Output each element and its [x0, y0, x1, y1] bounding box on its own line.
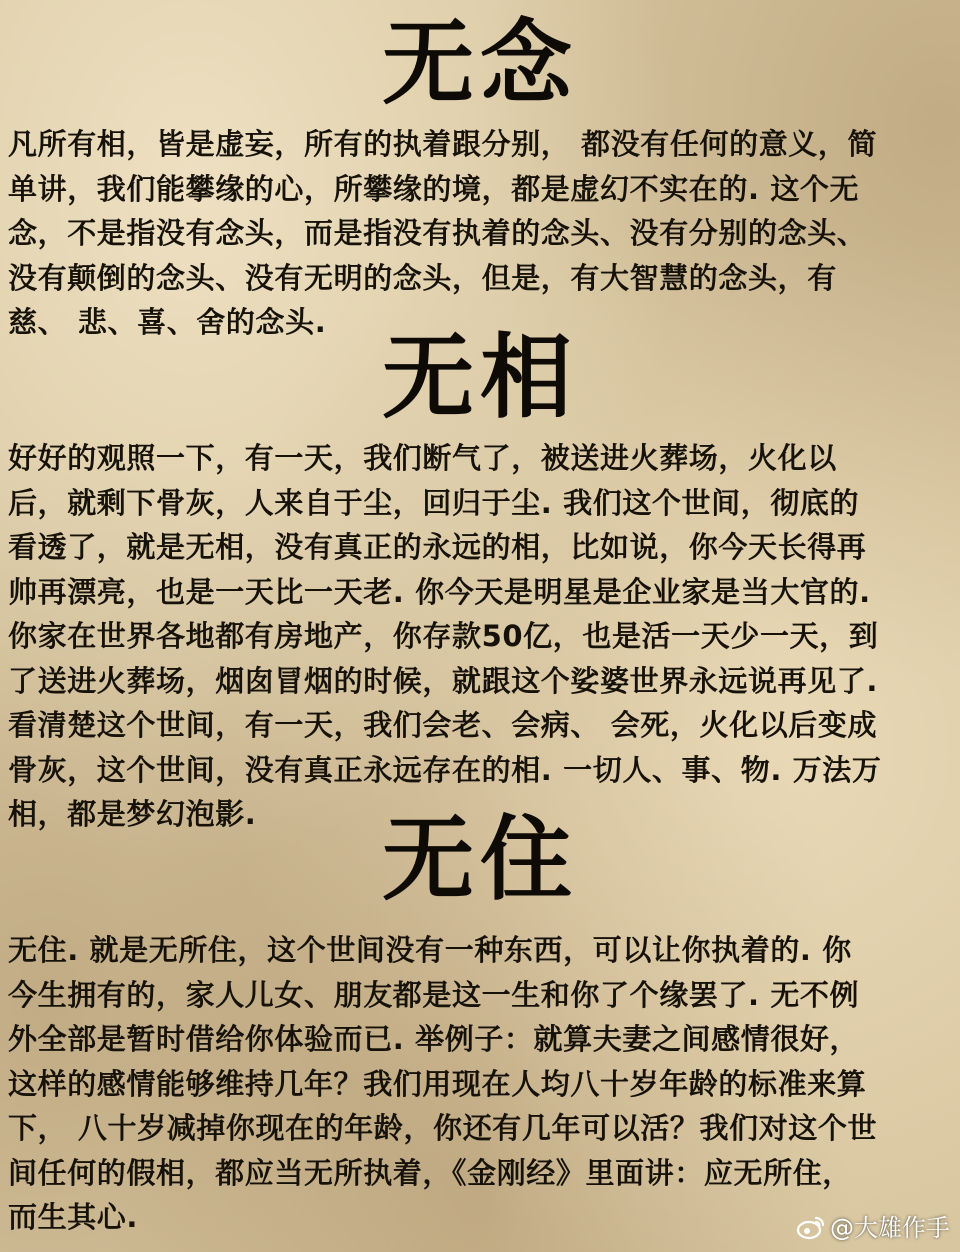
text-line: 骨灰，这个世间，没有真正永远存在的相. 一切人、事、物. 万法万	[8, 752, 882, 787]
text-line: 你家在世界各地都有房地产，你存款50亿，也是活一天少一天，到	[8, 619, 879, 653]
section-body-wuzhu	[8, 928, 956, 1240]
text-line: 看透了，就是无相，没有真正的永远的相，比如说，你今天长得再	[8, 530, 867, 564]
text-line: 无住. 就是无所住，这个世间没有一种东西，可以让你执着的. 你	[8, 933, 852, 967]
text-line: 下， 八十岁减掉你现在的年龄，你还有几年可以活？我们对这个世	[8, 1111, 878, 1145]
text-line: 看清楚这个世间，有一天，我们会老、会病、 会死，火化以后变成	[8, 708, 878, 742]
text-line: 帅再漂亮，也是一天比一天老. 你今天是明星是企业家是当大官的.	[8, 574, 871, 609]
text-line: 今生拥有的，家人儿女、朋友都是这一生和你了个缘罢了. 无不例	[8, 977, 860, 1012]
text-line: 外全部是暂时借给你体验而已. 举例子：就算夫妻之间感情很好，	[8, 1022, 860, 1056]
section-title-wuxiang: 无相	[381, 324, 578, 431]
text-line: 而生其心.	[8, 1200, 139, 1234]
watermark-text: @大雄作手	[830, 1214, 950, 1242]
text-line: 相，都是梦幻泡影.	[8, 797, 257, 831]
weibo-icon	[796, 1215, 826, 1241]
text-line: 慈、 悲、喜、舍的念头.	[8, 305, 327, 339]
watermark	[796, 1214, 950, 1242]
section-body-wuxiang	[8, 436, 956, 837]
text-line: 好好的观照一下，有一天，我们断气了，被送进火葬场，火化以	[8, 441, 837, 475]
text-line: 念，不是指没有念头，而是指没有执着的念头、没有分别的念头、	[8, 216, 867, 250]
section-body-wunian	[8, 122, 956, 345]
text-line: 间任何的假相，都应当无所执着，《金刚经》里面讲：应无所住，	[8, 1155, 852, 1190]
text-line: 后，就剩下骨灰，人来自于尘，回归于尘. 我们这个世间，彻底的	[8, 485, 860, 520]
text-line: 没有颠倒的念头、没有无明的念头，但是，有大智慧的念头，有	[8, 260, 837, 295]
section-title-wunian: 无念	[381, 10, 578, 117]
text-line: 了送进火葬场，烟囱冒烟的时候，就跟这个娑婆世界永远说再见了.	[8, 663, 879, 698]
text-line: 凡所有相，皆是虚妄，所有的执着跟分别， 都没有任何的意义，简	[8, 127, 878, 161]
section-title-wuzhu: 无住	[381, 806, 578, 913]
text-line: 单讲，我们能攀缘的心，所攀缘的境，都是虚幻不实在的. 这个无	[8, 171, 860, 206]
text-line: 这样的感情能够维持几年？我们用现在人均八十岁年龄的标准来算	[8, 1066, 867, 1101]
